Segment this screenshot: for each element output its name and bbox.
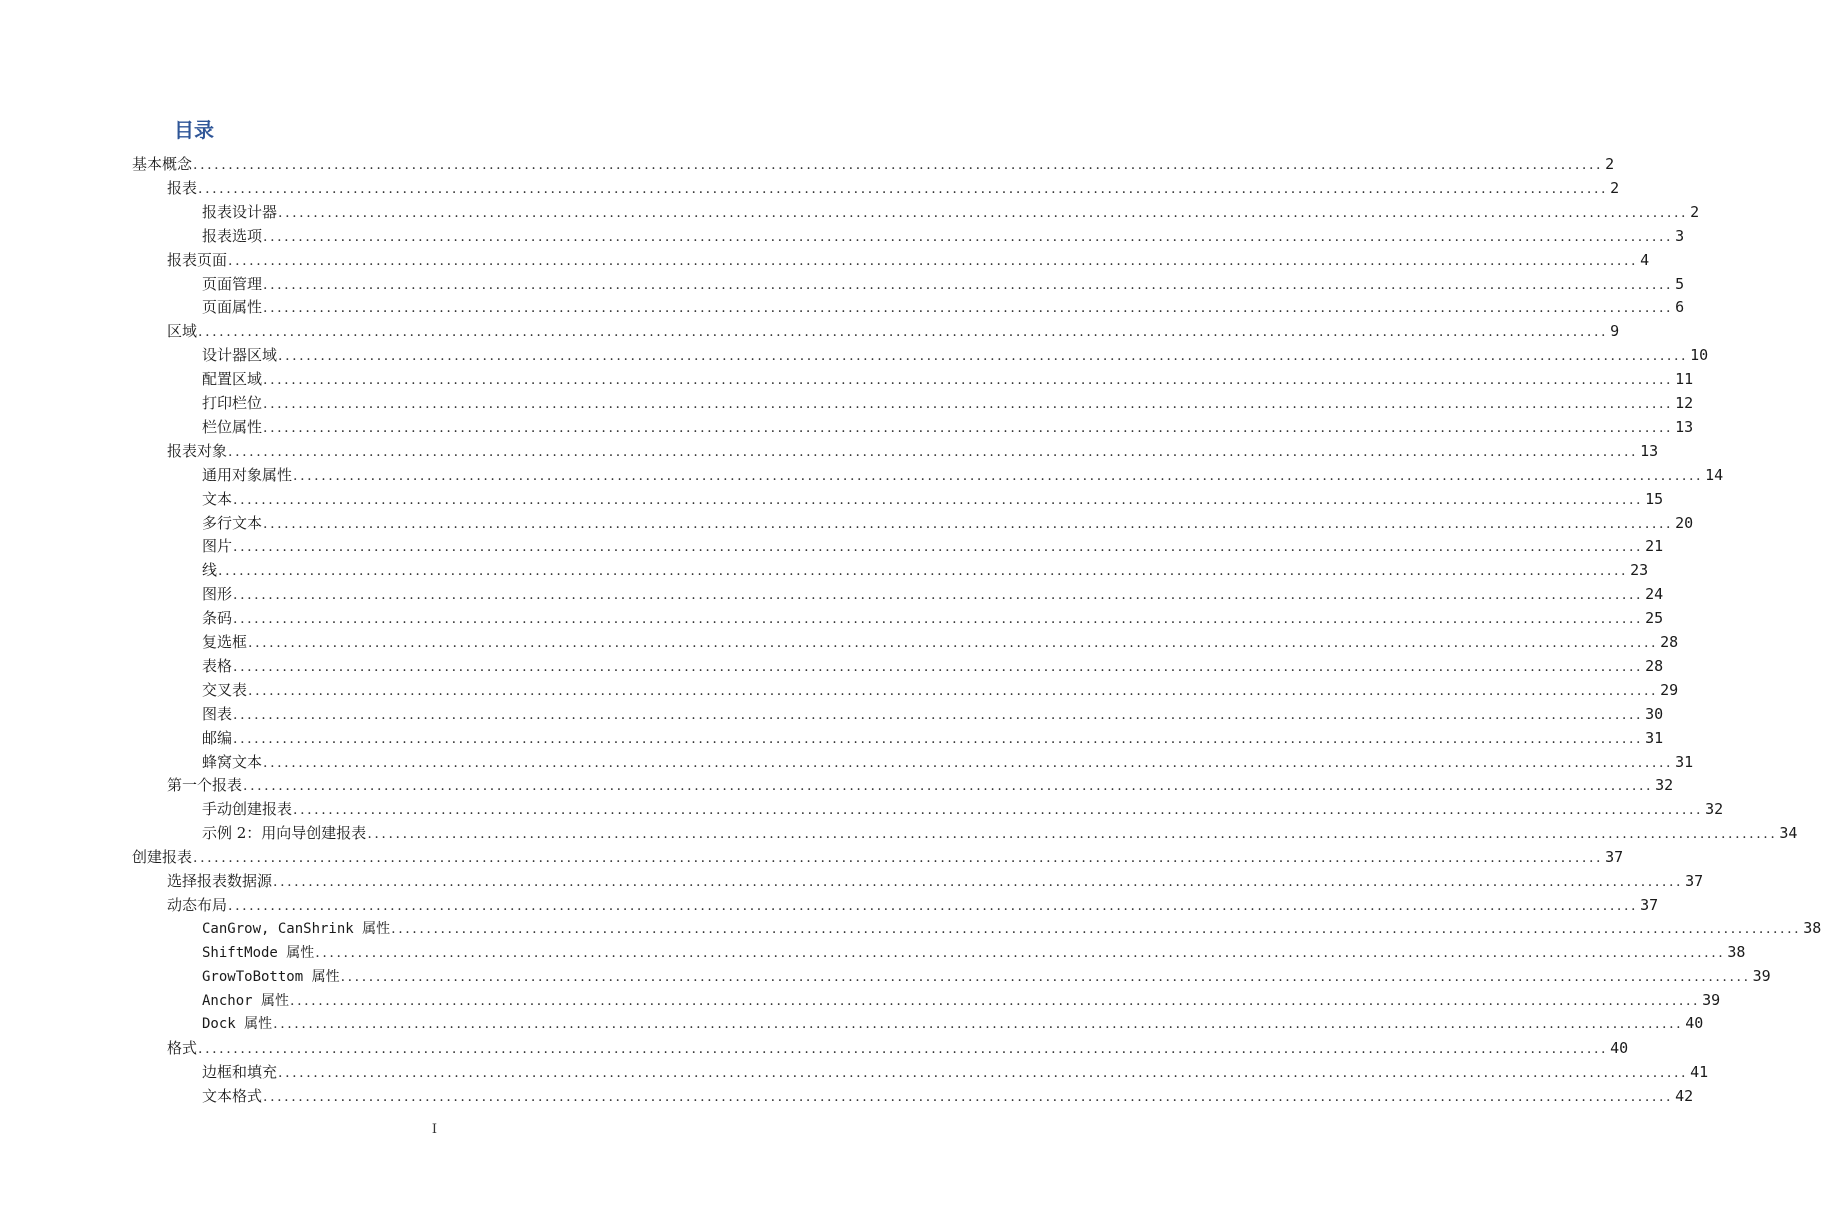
toc-entry-page: 11 bbox=[1675, 370, 1694, 389]
toc-entry[interactable] bbox=[202, 201, 1700, 223]
toc-entry[interactable] bbox=[202, 1085, 1694, 1107]
toc-dot-leader: ........................................................................................................................................................................................................ bbox=[198, 180, 1609, 197]
toc-entry-title: 格式 bbox=[167, 1039, 198, 1058]
toc-entry-page: 3 bbox=[1675, 226, 1685, 245]
toc-entry[interactable] bbox=[167, 177, 1620, 199]
toc-entry-title: 表格 bbox=[202, 656, 233, 675]
toc-entry[interactable] bbox=[202, 822, 1798, 844]
toc-entry-page: 6 bbox=[1675, 298, 1685, 317]
toc-entry-title: 邮编 bbox=[202, 728, 233, 747]
toc-dot-leader: ........................................................................................................................................................................................................ bbox=[273, 874, 1684, 890]
toc-entry[interactable] bbox=[202, 559, 1649, 581]
toc-dot-leader: ........................................................................................................................................................................................................ bbox=[233, 587, 1644, 604]
toc-dot-leader: ........................................................................................................................................................................................................ bbox=[228, 443, 1639, 460]
toc-dot-leader: ........................................................................................................................................................................................................ bbox=[273, 1016, 1684, 1033]
toc-entry-title: 设计器区域 bbox=[202, 346, 278, 365]
toc-dot-leader: ........................................................................................................................................................................................................ bbox=[228, 252, 1639, 269]
toc-entry[interactable] bbox=[202, 296, 1685, 318]
toc-entry-title: 交叉表 bbox=[202, 680, 248, 699]
toc-entry[interactable] bbox=[167, 249, 1650, 271]
toc-dot-leader: ........................................................................................................................................................................................................ bbox=[263, 276, 1674, 293]
toc-entry-page: 21 bbox=[1645, 537, 1664, 556]
toc-dot-leader: ........................................................................................................................................................................................................ bbox=[278, 348, 1689, 365]
toc-entry-page: 29 bbox=[1660, 680, 1679, 699]
toc-entry-title: 文本格式 bbox=[202, 1087, 263, 1106]
toc-entry-page: 5 bbox=[1675, 274, 1685, 293]
toc-entry[interactable] bbox=[202, 918, 1821, 940]
toc-dot-leader: ........................................................................................................................................................................................................ bbox=[233, 706, 1644, 723]
toc-entry[interactable] bbox=[202, 583, 1664, 605]
toc-entry-title: 报表选项 bbox=[202, 226, 263, 245]
toc-entry[interactable] bbox=[202, 607, 1664, 629]
toc-entry-page: 31 bbox=[1645, 728, 1664, 747]
toc-entry-title: 栏位属性 bbox=[202, 417, 263, 436]
toc-entry-page: 4 bbox=[1640, 250, 1650, 269]
toc-entry-page: 14 bbox=[1705, 465, 1724, 484]
toc-dot-leader: ........................................................................................................................................................................................................ bbox=[233, 730, 1644, 747]
toc-dot-leader: ........................................................................................................................................................................................................ bbox=[193, 157, 1604, 173]
toc-entry[interactable] bbox=[167, 894, 1659, 916]
toc-entry[interactable] bbox=[167, 870, 1704, 892]
toc-entry-page: 39 bbox=[1752, 966, 1771, 985]
toc-dot-leader: ........................................................................................................................................................................................................ bbox=[340, 968, 1751, 985]
toc-entry-title: 条码 bbox=[202, 609, 233, 628]
toc-entry-page: 12 bbox=[1675, 394, 1694, 412]
toc-dot-leader: ........................................................................................................................................................................................................ bbox=[198, 324, 1609, 341]
toc-entry[interactable] bbox=[202, 655, 1664, 677]
toc-entry[interactable] bbox=[132, 846, 1624, 868]
toc-entry-title: 手动创建报表 bbox=[202, 800, 293, 819]
toc-entry[interactable] bbox=[202, 751, 1694, 773]
toc-dot-leader: ........................................................................................................................................................................................................ bbox=[263, 300, 1674, 317]
toc-dot-leader: ........................................................................................................................................................................................................ bbox=[278, 1065, 1689, 1082]
toc-entry[interactable] bbox=[167, 320, 1620, 342]
toc-dot-leader: ........................................................................................................................................................................................................ bbox=[263, 515, 1674, 532]
toc-dot-leader: ........................................................................................................................................................................................................ bbox=[293, 802, 1704, 819]
toc-entry-title: 基本概念 bbox=[132, 155, 193, 173]
toc-entry-page: 23 bbox=[1630, 561, 1649, 580]
toc-entry[interactable] bbox=[202, 512, 1694, 534]
toc-dot-leader: ........................................................................................................................................................................................................ bbox=[243, 778, 1654, 795]
toc-entry-page: 39 bbox=[1702, 990, 1721, 1009]
toc-entry[interactable] bbox=[202, 1013, 1704, 1035]
toc-entry-title: 配置区域 bbox=[202, 370, 263, 389]
toc-dot-leader: ........................................................................................................................................................................................................ bbox=[233, 611, 1644, 628]
toc-entry-title: 创建报表 bbox=[132, 848, 193, 867]
toc-entry-title: 第一个报表 bbox=[167, 776, 243, 795]
toc-entry-page: 13 bbox=[1675, 417, 1694, 436]
toc-dot-leader: ........................................................................................................................................................................................................ bbox=[263, 396, 1674, 412]
toc-entry-page: 9 bbox=[1610, 322, 1620, 341]
toc-entry[interactable] bbox=[167, 440, 1659, 462]
toc-entry-page: 38 bbox=[1803, 918, 1821, 937]
toc-entry-page: 10 bbox=[1690, 346, 1709, 365]
toc-dot-leader: ........................................................................................................................................................................................................ bbox=[263, 754, 1674, 771]
toc-entry-title: 图片 bbox=[202, 537, 233, 556]
toc-entry[interactable] bbox=[202, 942, 1746, 964]
toc-dot-leader: ........................................................................................................................................................................................................ bbox=[293, 467, 1704, 484]
toc-entry-page: 38 bbox=[1727, 942, 1746, 961]
toc-entry-title: GrowToBottom 属性 bbox=[202, 968, 340, 985]
toc-dot-leader: ........................................................................................................................................................................................................ bbox=[248, 635, 1659, 651]
toc-entry-page: 30 bbox=[1645, 704, 1664, 723]
toc-entry-page: 28 bbox=[1660, 633, 1679, 651]
toc-dot-leader: ........................................................................................................................................................................................................ bbox=[391, 920, 1802, 937]
toc-dot-leader: ........................................................................................................................................................................................................ bbox=[198, 1041, 1609, 1058]
toc-entry-title: 图表 bbox=[202, 704, 233, 723]
toc-entry-page: 32 bbox=[1705, 800, 1724, 819]
toc-entry-page: 2 bbox=[1610, 178, 1620, 197]
toc-entry-page: 37 bbox=[1685, 872, 1704, 890]
toc-entry[interactable] bbox=[202, 1061, 1709, 1083]
toc-entry-page: 13 bbox=[1640, 441, 1659, 460]
toc-entry-title: 蜂窝文本 bbox=[202, 752, 263, 771]
toc-entry-title: 选择报表数据源 bbox=[167, 872, 273, 890]
toc-entry-page: 25 bbox=[1645, 609, 1664, 628]
toc-entry-title: 通用对象属性 bbox=[202, 465, 293, 484]
toc-entry-title: 多行文本 bbox=[202, 513, 263, 532]
toc-entry-page: 34 bbox=[1779, 824, 1798, 843]
toc-dot-leader: ........................................................................................................................................................................................................ bbox=[233, 491, 1644, 508]
toc-entry[interactable] bbox=[132, 153, 1615, 175]
toc-dot-leader: ........................................................................................................................................................................................................ bbox=[263, 1089, 1674, 1106]
toc-entry-page: 37 bbox=[1605, 848, 1624, 867]
toc-entry-title: 页面管理 bbox=[202, 274, 263, 293]
toc-entry-title: CanGrow, CanShrink 属性 bbox=[202, 920, 391, 937]
toc-entry[interactable] bbox=[202, 631, 1679, 653]
toc-entry-title: 示例 2：用向导创建报表 bbox=[202, 824, 367, 843]
toc-entry[interactable] bbox=[202, 273, 1685, 295]
toc-dot-leader: ........................................................................................................................................................................................................ bbox=[263, 372, 1674, 389]
toc-entry-title: 复选框 bbox=[202, 633, 248, 651]
toc-entry-page: 41 bbox=[1690, 1063, 1709, 1082]
toc-entry[interactable] bbox=[167, 1037, 1629, 1059]
toc-entry[interactable] bbox=[202, 344, 1709, 366]
toc-dot-leader: ........................................................................................................................................................................................................ bbox=[233, 658, 1644, 675]
toc-heading: 目录 bbox=[174, 118, 214, 142]
toc-entry[interactable] bbox=[202, 679, 1679, 701]
toc-dot-leader: ........................................................................................................................................................................................................ bbox=[278, 204, 1689, 221]
toc-entry-page: 2 bbox=[1690, 202, 1700, 221]
toc-entry[interactable] bbox=[202, 225, 1685, 247]
toc-dot-leader: ........................................................................................................................................................................................................ bbox=[228, 897, 1639, 914]
toc-entry-title: 报表设计器 bbox=[202, 202, 278, 221]
toc-entry-title: 边框和填充 bbox=[202, 1063, 278, 1082]
toc-entry-title: 线 bbox=[202, 561, 218, 580]
toc-entry[interactable] bbox=[202, 727, 1664, 749]
toc-entry-title: 区域 bbox=[167, 322, 198, 341]
toc-dot-leader: ........................................................................................................................................................................................................ bbox=[248, 682, 1659, 699]
toc-dot-leader: ........................................................................................................................................................................................................ bbox=[233, 539, 1644, 556]
toc-entry-page: 28 bbox=[1645, 656, 1664, 675]
toc-entry-page: 20 bbox=[1675, 513, 1694, 532]
toc-entry-title: ShiftMode 属性 bbox=[202, 944, 315, 961]
toc-entry-title: 报表页面 bbox=[167, 250, 228, 269]
toc-entry[interactable] bbox=[202, 798, 1724, 820]
toc-entry-title: 报表对象 bbox=[167, 441, 228, 460]
toc-dot-leader: ........................................................................................................................................................................................................ bbox=[263, 419, 1674, 436]
page-number: I bbox=[431, 1122, 438, 1137]
toc-dot-leader: ........................................................................................................................................................................................................ bbox=[218, 563, 1629, 580]
toc-entry-title: 报表 bbox=[167, 178, 198, 197]
toc-entry[interactable] bbox=[202, 368, 1694, 390]
toc-entry[interactable] bbox=[202, 535, 1664, 557]
toc-entry-title: Anchor 属性 bbox=[202, 992, 290, 1009]
toc-entry[interactable] bbox=[202, 392, 1694, 414]
toc-entry[interactable] bbox=[202, 966, 1771, 988]
toc-dot-leader: ........................................................................................................................................................................................................ bbox=[367, 826, 1778, 843]
toc-entry[interactable] bbox=[202, 703, 1664, 725]
toc-entry-title: 动态布局 bbox=[167, 895, 228, 914]
toc-entry[interactable] bbox=[167, 774, 1674, 796]
toc-entry-title: Dock 属性 bbox=[202, 1016, 273, 1033]
toc-entry[interactable] bbox=[202, 990, 1721, 1012]
toc-entry-title: 页面属性 bbox=[202, 298, 263, 317]
toc-entry-title: 图形 bbox=[202, 585, 233, 604]
toc-entry-title: 文本 bbox=[202, 489, 233, 508]
toc-entry[interactable] bbox=[202, 416, 1694, 438]
toc-entry-page: 37 bbox=[1640, 895, 1659, 914]
toc-entry[interactable] bbox=[202, 488, 1664, 510]
toc-entry-page: 24 bbox=[1645, 585, 1664, 604]
toc-entry-page: 32 bbox=[1655, 776, 1674, 795]
toc-entry-page: 15 bbox=[1645, 489, 1664, 508]
toc-entry-page: 2 bbox=[1605, 155, 1615, 173]
toc-entry-page: 40 bbox=[1610, 1039, 1629, 1058]
toc-dot-leader: ........................................................................................................................................................................................................ bbox=[315, 944, 1726, 961]
toc-dot-leader: ........................................................................................................................................................................................................ bbox=[263, 228, 1674, 245]
toc-entry-page: 42 bbox=[1675, 1087, 1694, 1106]
toc-entry-title: 打印栏位 bbox=[202, 394, 263, 412]
toc-entry-page: 40 bbox=[1685, 1014, 1704, 1033]
toc-dot-leader: ........................................................................................................................................................................................................ bbox=[290, 992, 1701, 1009]
toc-dot-leader: ........................................................................................................................................................................................................ bbox=[193, 850, 1604, 867]
toc-entry-page: 31 bbox=[1675, 752, 1694, 771]
toc-entry[interactable] bbox=[202, 464, 1724, 486]
